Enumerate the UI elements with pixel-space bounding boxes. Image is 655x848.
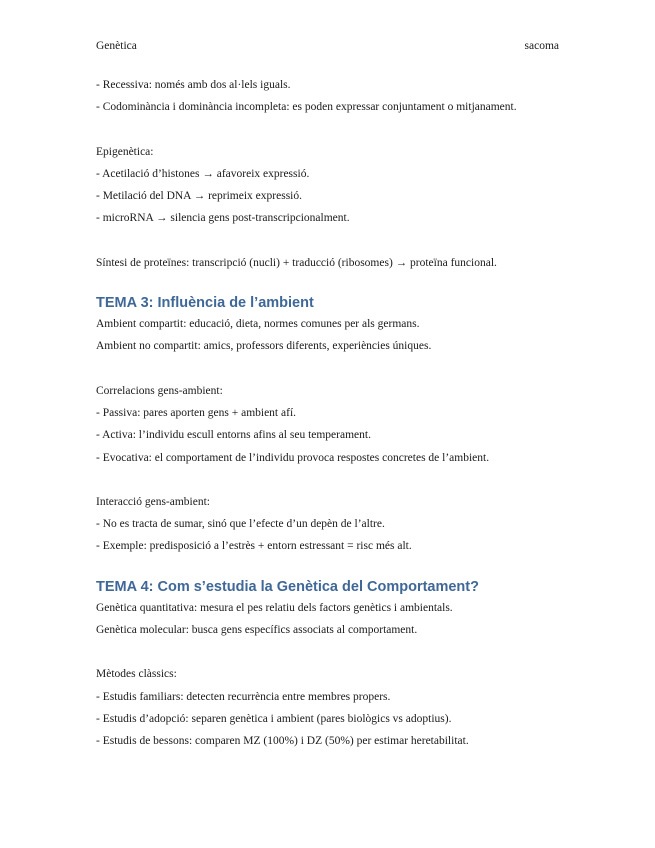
section-heading-tema4: TEMA 4: Com s’estudia la Genètica del Comportament? (96, 578, 479, 595)
paragraph-line: - Evocativa: el comportament de l’individu provoca respostes concretes de l’ambient. (96, 451, 490, 464)
section-subtitle: Interacció gens-ambient: (96, 495, 210, 508)
header-title: Genètica (96, 40, 137, 52)
paragraph-line: - Exemple: predisposició a l’estrès + entorn estressant = risc més alt. (96, 540, 412, 553)
paragraph-line: Genètica molecular: busca gens específics associats al comportament. (96, 624, 418, 637)
spacer (96, 277, 566, 294)
section-subtitle: Mètodes clàssics: (96, 668, 177, 681)
page-header (96, 40, 559, 56)
paragraph-line: - No es tracta de sumar, sinó que l’efecte d’un depèn de l’altre. (96, 518, 385, 531)
paragraph-line: - Acetilació d’histones → afavoreix expressió. (96, 167, 310, 180)
paragraph-line: - Estudis d’adopció: separen genètica i ambient (pares biològics vs adoptius). (96, 712, 452, 725)
paragraph-line: - Estudis familiars: detecten recurrència entre membres propers. (96, 690, 391, 703)
spacer (96, 561, 566, 578)
paragraph-line: Ambient compartit: educació, dieta, normes comunes per als germans. (96, 318, 420, 331)
paragraph-line: Genètica quantitativa: mesura el pes relatiu dels factors genètics i ambientals. (96, 601, 453, 614)
paragraph-line: - Activa: l’individu escull entorns afins al seu temperament. (96, 429, 371, 442)
section-heading-tema3: TEMA 3: Influència de l’ambient (96, 295, 314, 312)
spacer (96, 122, 566, 144)
paragraph-line: - Codominància i dominància incompleta: es poden expressar conjuntament o mitjanament. (96, 101, 517, 114)
header-author: sacoma (524, 40, 559, 52)
paragraph-line: Síntesi de proteïnes: transcripció (nucli) + traducció (ribosomes) → proteïna funcional. (96, 256, 497, 269)
paragraph-line: - Estudis de bessons: comparen MZ (100%) i DZ (50%) per estimar heretabilitat. (96, 735, 469, 748)
spacer (96, 472, 566, 494)
spacer (96, 644, 566, 666)
paragraph-line: - Passiva: pares aporten gens + ambient afí. (96, 406, 297, 419)
spacer (96, 361, 566, 383)
paragraph-line: - Recessiva: només amb dos al·lels iguals. (96, 79, 291, 91)
paragraph-line: - Metilació del DNA → reprimeix expressió. (96, 190, 302, 203)
spacer (96, 233, 566, 255)
section-subtitle: Correlacions gens-ambient: (96, 384, 223, 397)
section-subtitle: Epigenètica: (96, 145, 154, 158)
document-body (96, 77, 566, 756)
paragraph-line: Ambient no compartit: amics, professors diferents, experiències úniques. (96, 340, 432, 353)
paragraph-line: - microRNA → silencia gens post-transcripcionalment. (96, 212, 350, 225)
